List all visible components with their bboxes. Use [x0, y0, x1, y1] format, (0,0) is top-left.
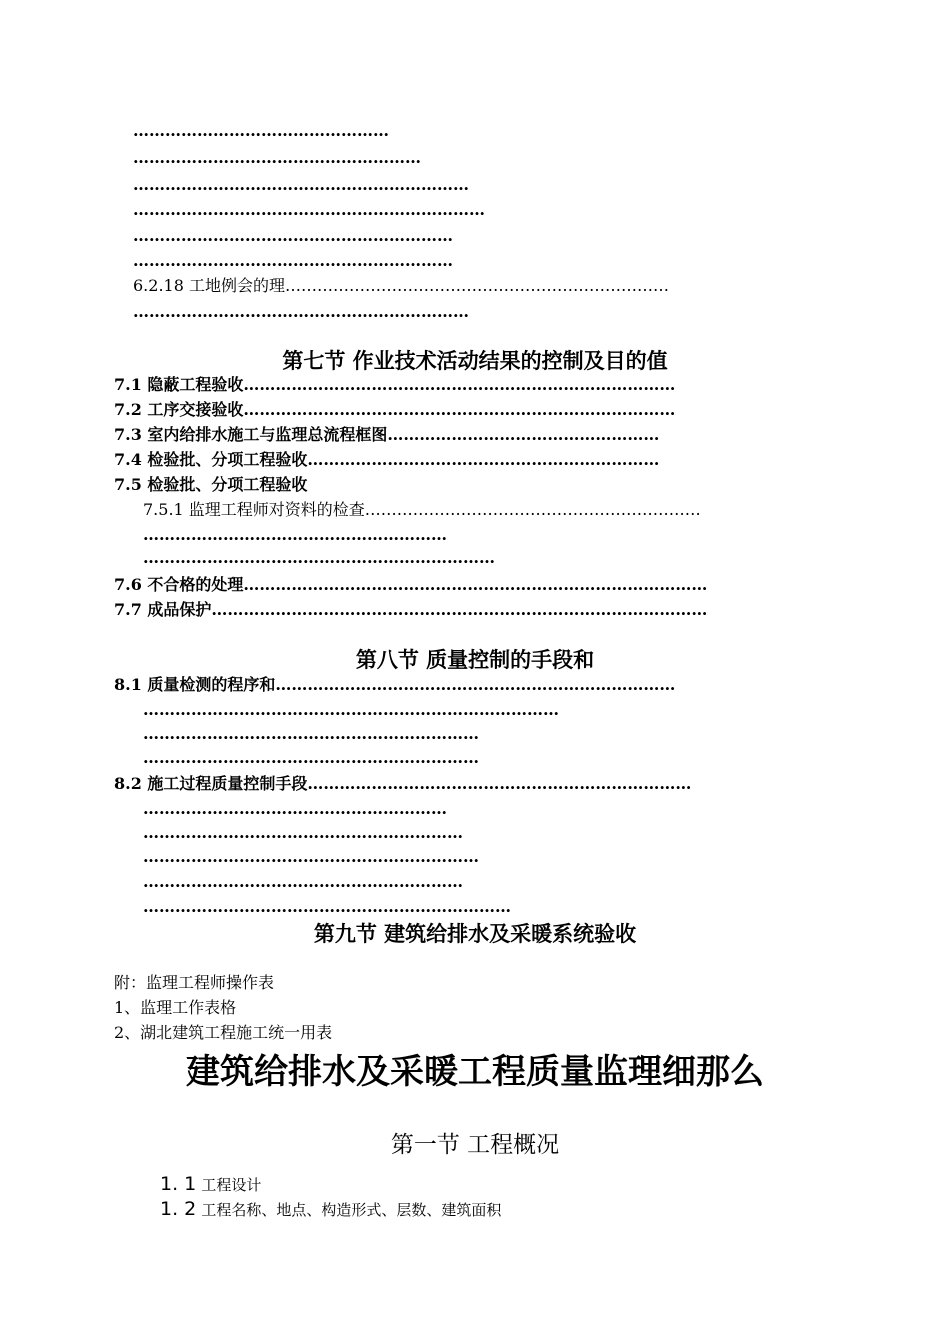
- item-text: 工程名称、地点、构造形式、层数、建筑面积: [201, 1201, 502, 1219]
- section-7-heading: 第七节 作业技术活动结果的控制及目的值: [282, 348, 668, 373]
- toc-item-7-1: 7.1 隐蔽工程验收………………………………………………………………………: [114, 375, 676, 394]
- toc-dots-line: ………………………………………………………: [133, 175, 469, 194]
- toc-dots-line: ……………………………………………………: [133, 226, 453, 245]
- item-number: 1. 1: [160, 1173, 197, 1195]
- appendix-line: 2、湖北建筑工程施工统一用表: [114, 1023, 333, 1042]
- toc-dots-line: …………………………………………………: [143, 525, 447, 544]
- toc-dots-line: ……………………………………………………: [143, 823, 463, 842]
- chapter-1-heading: 第一节 工程概况: [390, 1132, 560, 1158]
- item-number: 1. 2: [160, 1198, 197, 1220]
- toc-item-8-2: 8.2 施工过程质量控制手段………………………………………………………………: [114, 774, 692, 793]
- toc-dots-line: ………………………………………………………: [143, 724, 479, 743]
- toc-dots-line: ……………………………………………………………: [143, 897, 511, 916]
- toc-dots-line: ……………………………………………………: [143, 872, 463, 891]
- toc-dots-line: …………………………………………………: [143, 799, 447, 818]
- toc-dots-line: …………………………………………………………: [133, 200, 485, 219]
- toc-item-7-2: 7.2 工序交接验收………………………………………………………………………: [114, 400, 676, 419]
- main-title: 建筑给排水及采暖工程质量监理细那么: [186, 1052, 764, 1092]
- toc-entry-6-2-18: 6.2.18 工地例会的理………………………………………………………………: [133, 276, 669, 295]
- toc-dots-line: …………………………………………: [133, 121, 389, 140]
- section-8-heading: 第八节 质量控制的手段和: [355, 647, 595, 672]
- toc-dots-line: ………………………………………………: [133, 148, 421, 167]
- chapter-1-item: [160, 1198, 501, 1221]
- section-9-heading: 第九节 建筑给排水及采暖系统验收: [313, 921, 637, 946]
- toc-dots-line: ……………………………………………………………………: [143, 700, 559, 719]
- appendix-line: 1、监理工作表格: [114, 998, 237, 1017]
- toc-item-7-5: 7.5 检验批、分项工程验收: [114, 475, 308, 494]
- appendix-line: 附：监理工程师操作表: [114, 973, 275, 992]
- toc-dots-line: …………………………………………………………: [143, 548, 495, 567]
- toc-dots-line: ……………………………………………………: [133, 251, 453, 270]
- toc-dots-line: ………………………………………………………: [133, 302, 469, 321]
- item-text: 工程设计: [201, 1176, 262, 1194]
- toc-dots-line: ………………………………………………………: [143, 748, 479, 767]
- toc-dots-line: ………………………………………………………: [143, 847, 479, 866]
- toc-item-7-4: 7.4 检验批、分项工程验收…………………………………………………………: [114, 450, 660, 469]
- toc-item-7-5-1: 7.5.1 监理工程师对资料的检查………………………………………………………: [143, 500, 701, 519]
- toc-item-7-7: 7.7 成品保护…………………………………………………………………………………: [114, 600, 708, 619]
- toc-item-8-1: 8.1 质量检测的程序和…………………………………………………………………: [114, 675, 676, 694]
- toc-item-7-6: 7.6 不合格的处理……………………………………………………………………………: [114, 575, 708, 594]
- toc-item-7-3: 7.3 室内给排水施工与监理总流程框图……………………………………………: [114, 425, 660, 444]
- chapter-1-item: [160, 1173, 261, 1196]
